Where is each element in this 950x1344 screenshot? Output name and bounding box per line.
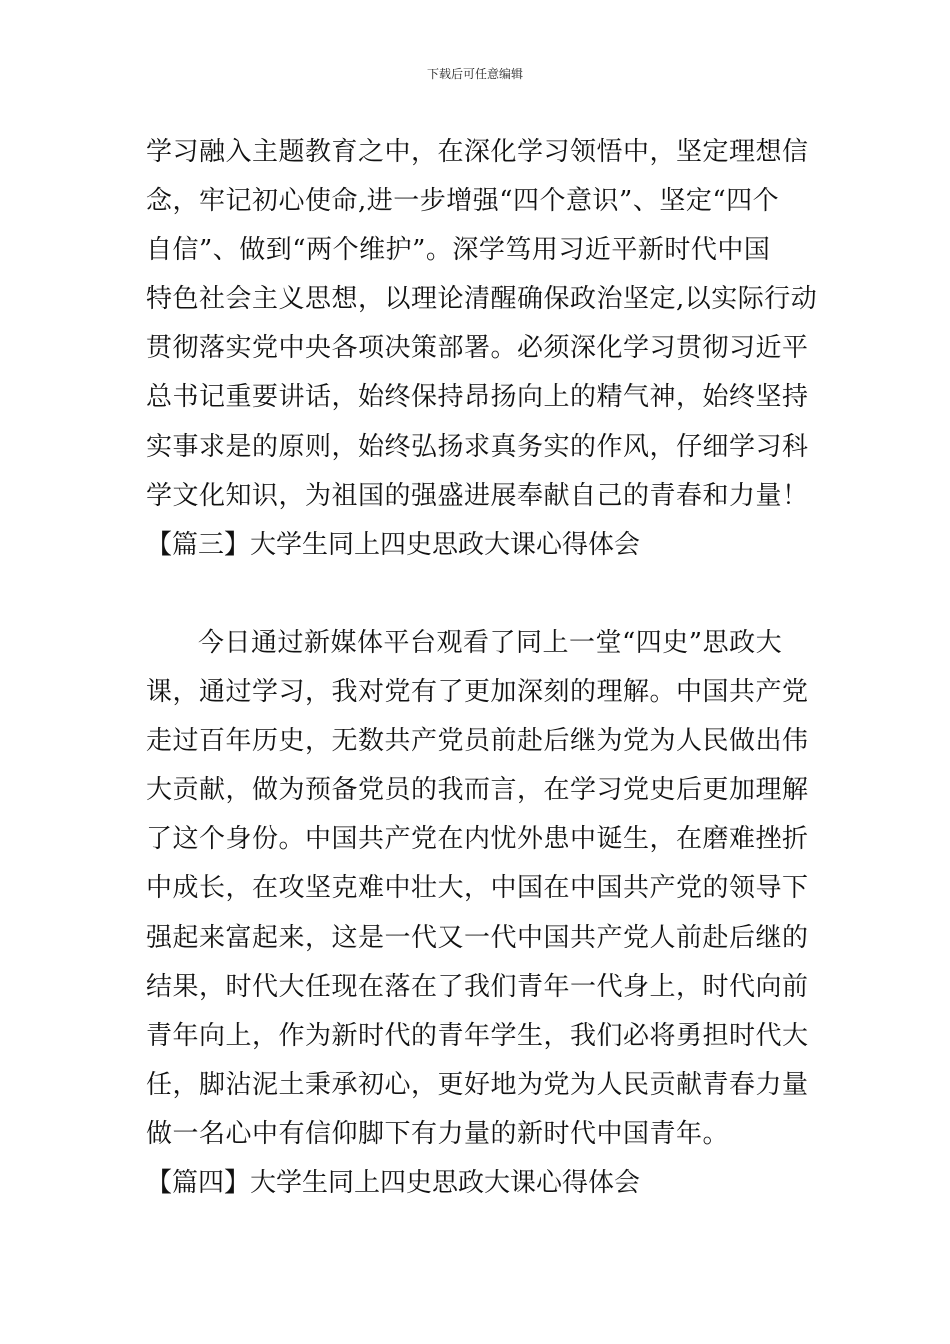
paragraph-line: 学文化知识，为祖国的强盛进展奉献自己的青春和力量！ (146, 480, 809, 511)
paragraph-line: 贯彻落实党中央各项决策部署。必须深化学习贯彻习近平 (146, 333, 809, 364)
paragraph-line: 青年向上，作为新时代的青年学生，我们必将勇担时代大 (146, 1020, 809, 1051)
document-body (146, 128, 816, 1208)
paragraph-line: 自信”、做到“两个维护”。深学笃用习近平新时代中国 (146, 235, 771, 266)
paragraph-line: 大贡献，做为预备党员的我而言，在学习党史后更加理解 (146, 775, 809, 806)
paragraph-line: 实事求是的原则，始终弘扬求真务实的作风，仔细学习科 (146, 431, 809, 462)
paragraph-line: 结果，时代大任现在落在了我们青年一代身上，时代向前 (146, 971, 809, 1002)
paragraph-line: 总书记重要讲话，始终保持昂扬向上的精气神，始终坚持 (146, 382, 809, 413)
paragraph-line: 任，脚沾泥土秉承初心，更好地为党为人民贡献青春力量 (146, 1069, 809, 1100)
paragraph-line: 了这个身份。中国共产党在内忧外患中诞生，在磨难挫折 (146, 824, 809, 855)
section-4-heading: 【篇四】大学生同上四史思政大课心得体会 (146, 1167, 641, 1198)
paragraph-line: 今日通过新媒体平台观看了同上一堂“四史”思政大 (198, 627, 783, 658)
paragraph-line: 特色社会主义思想，以理论清醒确保政治坚定,以实际行动 (146, 284, 818, 315)
paragraph-line: 强起来富起来，这是一代又一代中国共产党人前赴后继的 (146, 922, 809, 953)
paragraph-line: 中成长，在攻坚克难中壮大，中国在中国共产党的领导下 (146, 873, 809, 904)
paragraph-line: 走过百年历史，无数共产党员前赴后继为党为人民做出伟 (146, 726, 809, 757)
paragraph-line: 念，牢记初心使命,进一步增强“四个意识”、坚定“四个 (146, 186, 780, 217)
paragraph-line: 学习融入主题教育之中，在深化学习领悟中，坚定理想信 (146, 137, 809, 167)
paragraph-line: 课，通过学习，我对党有了更加深刻的理解。中国共产党 (146, 677, 809, 708)
paragraph-line: 做一名心中有信仰脚下有力量的新时代中国青年。 (146, 1118, 730, 1149)
intro-paragraph (146, 128, 816, 521)
section-3-paragraph (146, 619, 816, 1159)
section-3-heading: 【篇三】大学生同上四史思政大课心得体会 (146, 529, 641, 560)
page-header: 下载后可任意编辑 (426, 67, 523, 81)
blank-line (146, 570, 816, 619)
